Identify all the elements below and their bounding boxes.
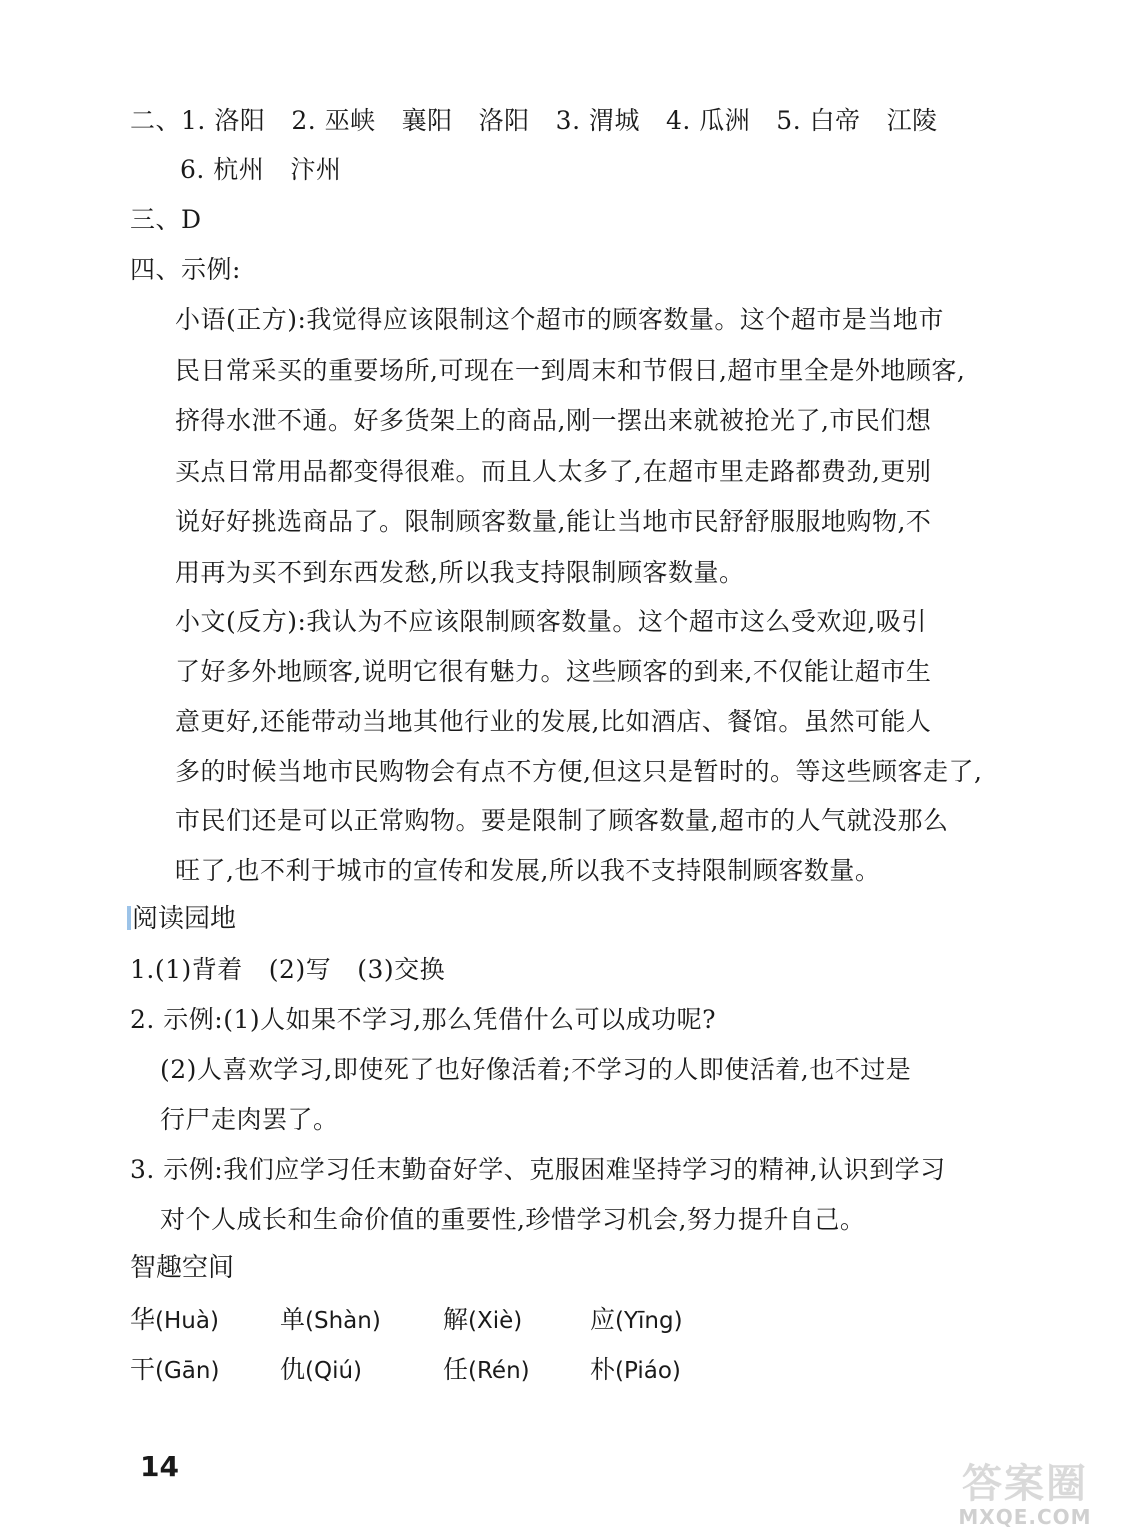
reading-q2-line: 2. 示例:(1)人如果不学习,那么凭借什么可以成功呢? (130, 1005, 716, 1034)
pinyin-pair (590, 1303, 683, 1338)
pinyin-row-1 (130, 1303, 830, 1337)
pinyin: (Yīng) (615, 1308, 683, 1334)
part2-line2 (180, 153, 341, 187)
pro-paragraph-line: 民日常采买的重要场所,可现在一到周末和节假日,超市里全是外地顾客, (175, 356, 966, 385)
part4-heading: 四、示例: (130, 255, 241, 284)
reading-q1 (130, 953, 445, 987)
pinyin-pair (280, 1303, 381, 1338)
answer-item: 2. 巫峡 (291, 106, 376, 135)
answer-item: 1. 洛阳 (181, 106, 266, 135)
answer-item: 江陵 (886, 106, 938, 135)
pro-paragraph-line: 买点日常用品都变得很难。而且人太多了,在超市里走路都费劲,更别 (175, 457, 932, 486)
pinyin-pair (280, 1353, 362, 1388)
pinyin-pair (590, 1353, 681, 1388)
reading-section-title (127, 902, 236, 936)
pinyin: (Qiú) (305, 1358, 363, 1384)
answer-item: 5. 白帝 (776, 106, 861, 135)
title-accent-bar (127, 906, 131, 930)
hanzi: 华 (130, 1305, 156, 1334)
reading-q2-line: 行尸走肉罢了。 (160, 1105, 339, 1134)
answer-item: 4. 瓜洲 (665, 106, 751, 135)
hanzi: 任 (443, 1355, 469, 1384)
con-paragraph-line: 旺了,也不利于城市的宣传和发展,所以我不支持限制顾客数量。 (175, 856, 881, 885)
pinyin: (Huà) (155, 1308, 219, 1334)
pinyin: (Piáo) (615, 1358, 681, 1384)
answer-item: (1)背着 (154, 955, 243, 984)
answer-item: 汴州 (290, 155, 342, 184)
con-paragraph-line: 市民们还是可以正常购物。要是限制了顾客数量,超市的人气就没那么 (175, 806, 949, 835)
watermark-title: 答案圈 (962, 1461, 1088, 1507)
part2-line1 (130, 104, 938, 138)
pinyin: (Gān) (155, 1358, 220, 1384)
answer-item: 洛阳 (478, 106, 530, 135)
fun-section-title: 智趣空间 (130, 1253, 235, 1283)
pinyin-pair (443, 1353, 530, 1388)
pinyin-pair (130, 1303, 219, 1338)
pinyin-row-2 (130, 1353, 830, 1387)
watermark-url: MXQE.COM (958, 1505, 1092, 1529)
page-number: 14 (140, 1450, 179, 1483)
answer-item: 6. 杭州 (180, 155, 265, 184)
reading-q3-line: 对个人成长和生命价值的重要性,珍惜学习机会,努力提升自己。 (160, 1205, 866, 1234)
con-paragraph-line: 意更好,还能带动当地其他行业的发展,比如酒店、餐馆。虽然可能人 (175, 707, 932, 736)
hanzi: 应 (590, 1305, 616, 1334)
answer-item: 3. 渭城 (555, 106, 640, 135)
answer-item: (3)交换 (357, 955, 446, 984)
pro-paragraph-line: 小语(正方):我觉得应该限制这个超市的顾客数量。这个超市是当地市 (175, 305, 944, 334)
reading-section-title-text: 阅读园地 (132, 904, 237, 934)
q1-prefix: 1. (130, 955, 155, 984)
pinyin: (Shàn) (305, 1308, 381, 1334)
pro-paragraph-line: 挤得水泄不通。好多货架上的商品,刚一摆出来就被抢光了,市民们想 (175, 406, 932, 435)
pinyin: (Xiè) (468, 1308, 523, 1334)
pinyin: (Rén) (468, 1358, 530, 1384)
hanzi: 朴 (590, 1355, 616, 1384)
hanzi: 单 (280, 1305, 306, 1334)
hanzi: 解 (443, 1305, 469, 1334)
part3-answer: 三、D (130, 205, 202, 234)
part2-prefix: 二、 (130, 106, 182, 135)
reading-q3-line: 3. 示例:我们应学习任末勤奋好学、克服困难坚持学习的精神,认识到学习 (130, 1155, 946, 1184)
pinyin-pair (130, 1353, 219, 1388)
pro-paragraph-line: 用再为买不到东西发愁,所以我支持限制顾客数量。 (175, 558, 745, 587)
watermark-logo (930, 1462, 1120, 1530)
hanzi: 干 (130, 1355, 156, 1384)
reading-q2-line: (2)人喜欢学习,即使死了也好像活着;不学习的人即使活着,也不过是 (160, 1055, 912, 1084)
con-paragraph-line: 了好多外地顾客,说明它很有魅力。这些顾客的到来,不仅能让超市生 (175, 657, 932, 686)
con-paragraph-line: 小文(反方):我认为不应该限制顾客数量。这个超市这么受欢迎,吸引 (175, 607, 927, 636)
pro-paragraph-line: 说好好挑选商品了。限制顾客数量,能让当地市民舒舒服服地购物,不 (175, 507, 932, 536)
hanzi: 仇 (280, 1355, 306, 1384)
pinyin-pair (443, 1303, 522, 1338)
answer-item: (2)写 (268, 955, 332, 984)
answer-item: 襄阳 (401, 106, 453, 135)
con-paragraph-line: 多的时候当地市民购物会有点不方便,但这只是暂时的。等这些顾客走了, (175, 757, 983, 786)
